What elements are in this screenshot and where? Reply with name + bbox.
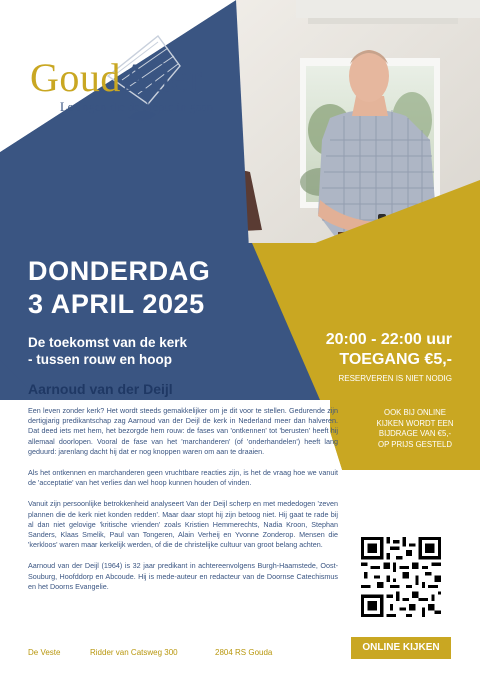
event-entry-price: TOEGANG €5,- xyxy=(339,351,452,368)
watch-online-button[interactable]: ONLINE KIJKEN xyxy=(351,637,451,659)
description-paragraph-1: Een leven zonder kerk? Het wordt steeds gemakkelijker om je dit voor te stellen. Gedurende zijn dertigjarig predikantschap zag Aarnoud van der Deijl de kerk in Nederland meer dan halveren. Dat deed iets met hem, het bezorgde hem rouw: de fases van 'ontkennen' tot 'berusten' heeft hij allemaal doorlopen. Vooral de fase van het 'marchanderen' (of 'onderhandelen') heeft lang geduurd: jarenlang dacht hij dat er nog knoppen waren om aan te draaien. xyxy=(28,406,338,456)
description-paragraph-3: Vanuit zijn persoonlijke betrokkenheid analyseert Van der Deijl scherp en met mededogen 'zeven plannen die de kerk niet konden redden'. Maar daar stopt hij zijn betoog niet. Hij gaat te rade bij al dan niet gelovige 'kritische vrienden' zoals Kristien Hemmerechts, Nadia Kroon, Stephan Sanders, Klaas Smelik, Paul van Tongeren, Alain Verheij en Yvonne Zonderop. Mensen die 'kerkloos' waren maar kerkelijk werden, of die de christelijke cultuur van groot belang achten. xyxy=(28,499,338,550)
event-time: 20:00 - 22:00 uur xyxy=(325,331,452,348)
event-title xyxy=(28,334,187,368)
footer-street: Ridder van Catsweg 300 xyxy=(90,648,178,657)
speaker-name: Aarnoud van der Deijl xyxy=(28,381,173,397)
logo-wordmark xyxy=(30,56,203,100)
online-note-line3: BIJDRAGE VAN €5,- xyxy=(378,429,452,438)
online-contribution-note xyxy=(370,408,460,450)
footer-postal: 2804 RS Gouda xyxy=(215,648,273,657)
footer-venue: De Veste xyxy=(28,648,61,657)
qr-code-icon[interactable] xyxy=(361,537,441,617)
event-date: 3 APRIL 2025 xyxy=(28,289,205,319)
description-paragraph-4: Aarnoud van der Deijl (1964) is 32 jaar predikant in achtereenvolgens Burgh-Haamstede, Oost-Souburg, Hoofddorp en Abcoude. Hij is mede-auteur en redacteur van de Doornse Catechismus en het Doorns Evangelie. xyxy=(28,561,338,591)
logo-part-blue: Ader xyxy=(120,55,203,100)
reservation-note: RESERVEREN IS NIET NODIG xyxy=(338,374,452,383)
description-paragraph-2: Als het ontkennen en marchanderen geen vruchtbare reacties zijn, is het de vraag hoe we vanuit de 'acceptatie' van het verlies dan wel hoop kunnen houden of vinden. xyxy=(28,468,338,488)
event-title-line2: - tussen rouw en hoop xyxy=(28,352,172,367)
online-note-line4: OP PRIJS GESTELD xyxy=(378,439,452,449)
description xyxy=(28,406,338,603)
event-title-line1: De toekomst van de kerk xyxy=(28,335,188,350)
online-note-line1: OOK BIJ ONLINE xyxy=(384,408,446,417)
logo-part-gold: Goud xyxy=(30,55,121,100)
event-day: DONDERDAG xyxy=(28,256,211,286)
online-note-line2: KIJKEN WORDT EEN xyxy=(376,418,454,428)
logo-tagline: Lezingen die de diepte in gaan xyxy=(60,100,214,114)
